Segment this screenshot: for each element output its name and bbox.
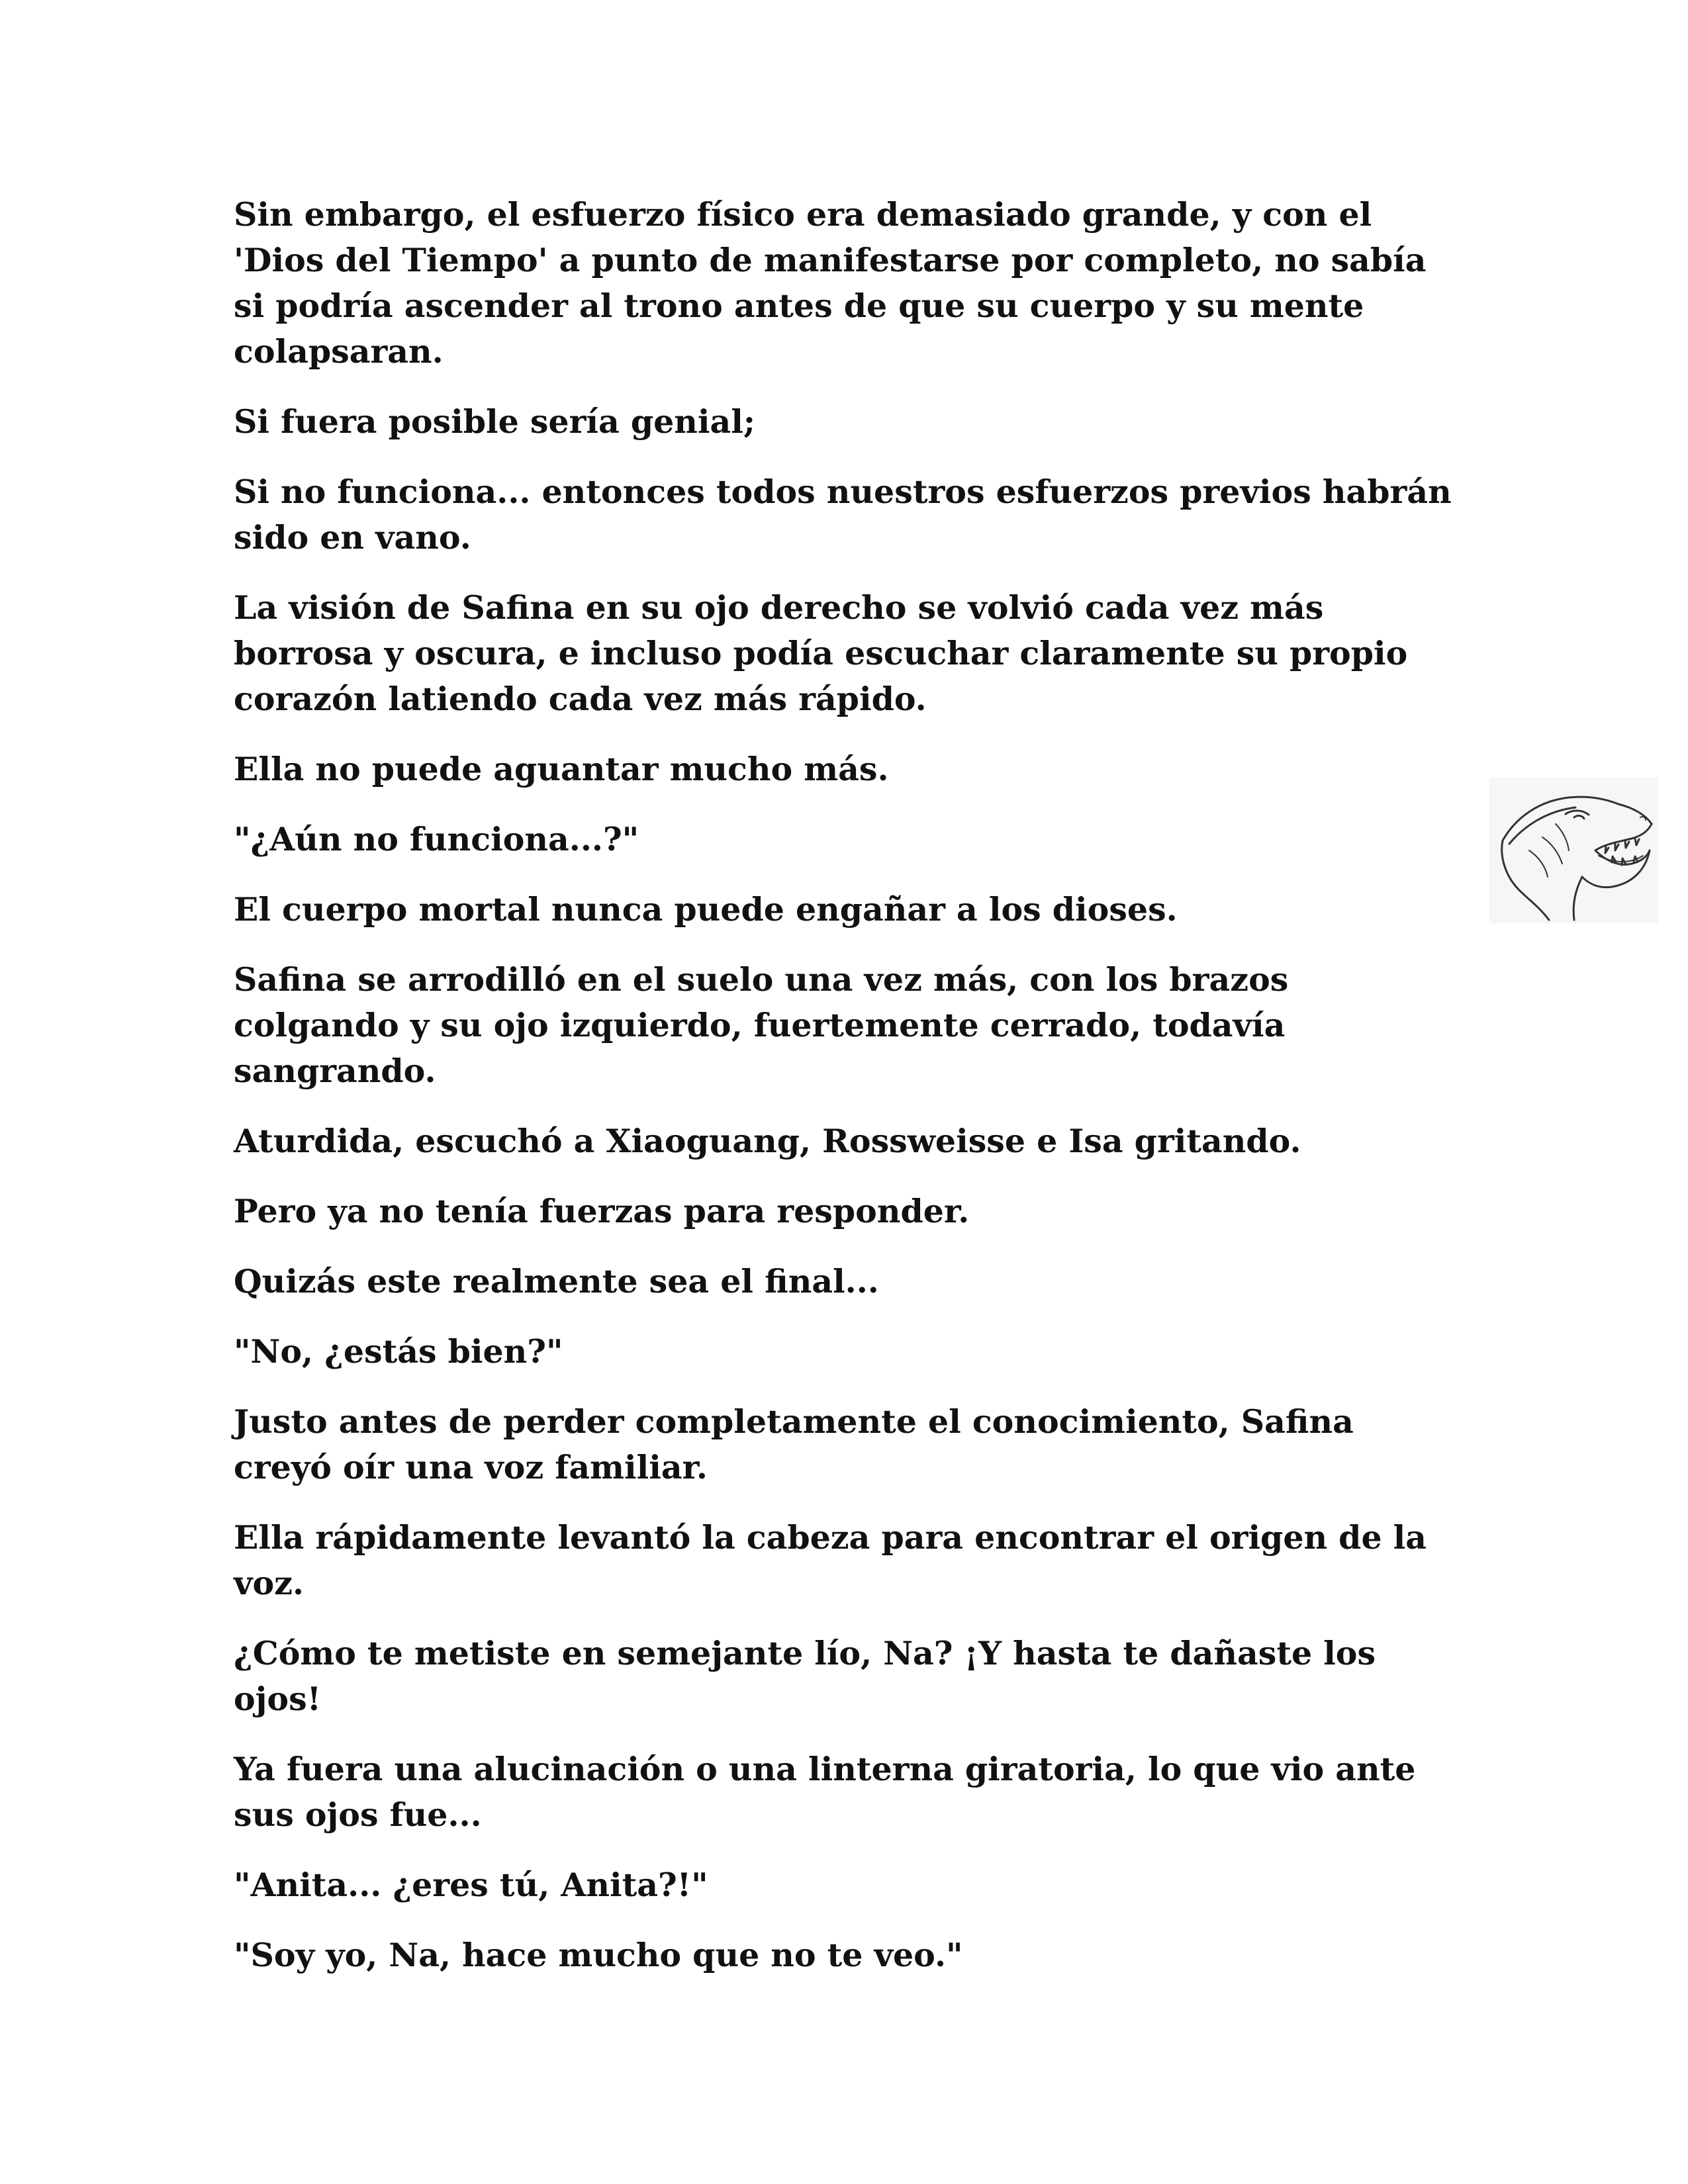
paragraph-16: Ya fuera una alucinación o una linterna giratoria, lo que vio ante sus ojos fue...	[234, 1750, 1416, 1834]
paragraph-4: La visión de Safina en su ojo derecho se volvió cada vez más borrosa y oscura, e incluso podía escuchar claramente su propio corazón latiendo cada vez más rápido.	[234, 588, 1408, 718]
paragraph-9: Aturdida, escuchó a Xiaoguang, Rossweisse e Isa gritando.	[234, 1122, 1301, 1160]
text-body	[234, 192, 1452, 2003]
paragraph-14: Ella rápidamente levantó la cabeza para encontrar el origen de la voz.	[234, 1518, 1427, 1602]
paragraph-7: El cuerpo mortal nunca puede engañar a los dioses.	[234, 890, 1178, 929]
paragraph-11: Quizás este realmente sea el final...	[234, 1262, 879, 1300]
dinosaur-head-sketch-icon	[1489, 778, 1658, 923]
paragraph-5: Ella no puede aguantar mucho más.	[234, 750, 889, 788]
paragraph-2: Si fuera posible sería genial;	[234, 402, 755, 441]
paragraph-15: ¿Cómo te metiste en semejante lío, Na? ¡Y hasta te dañaste los ojos!	[234, 1634, 1376, 1718]
paragraph-6: "¿Aún no funciona...?"	[234, 820, 639, 858]
paragraph-18: "Soy yo, Na, hace mucho que no te veo."	[234, 1936, 963, 1974]
paragraph-3: Si no funciona... entonces todos nuestros esfuerzos previos habrán sido en vano.	[234, 473, 1452, 557]
paragraph-1: Sin embargo, el esfuerzo físico era demasiado grande, y con el 'Dios del Tiempo' a punto de manifestarse por completo, no sabía si podría ascender al trono antes de que su cuerpo y su mente colapsaran.	[234, 195, 1427, 371]
paragraph-17: "Anita... ¿eres tú, Anita?!"	[234, 1866, 708, 1904]
paragraph-8: Safina se arrodilló en el suelo una vez más, con los brazos colgando y su ojo izquierdo, fuertemente cerrado, todavía sangrando.	[234, 960, 1289, 1090]
paragraph-10: Pero ya no tenía fuerzas para responder.	[234, 1192, 970, 1230]
paragraph-13: Justo antes de perder completamente el conocimiento, Safina creyó oír una voz familiar.	[234, 1402, 1354, 1486]
paragraph-12: "No, ¿estás bien?"	[234, 1332, 563, 1371]
